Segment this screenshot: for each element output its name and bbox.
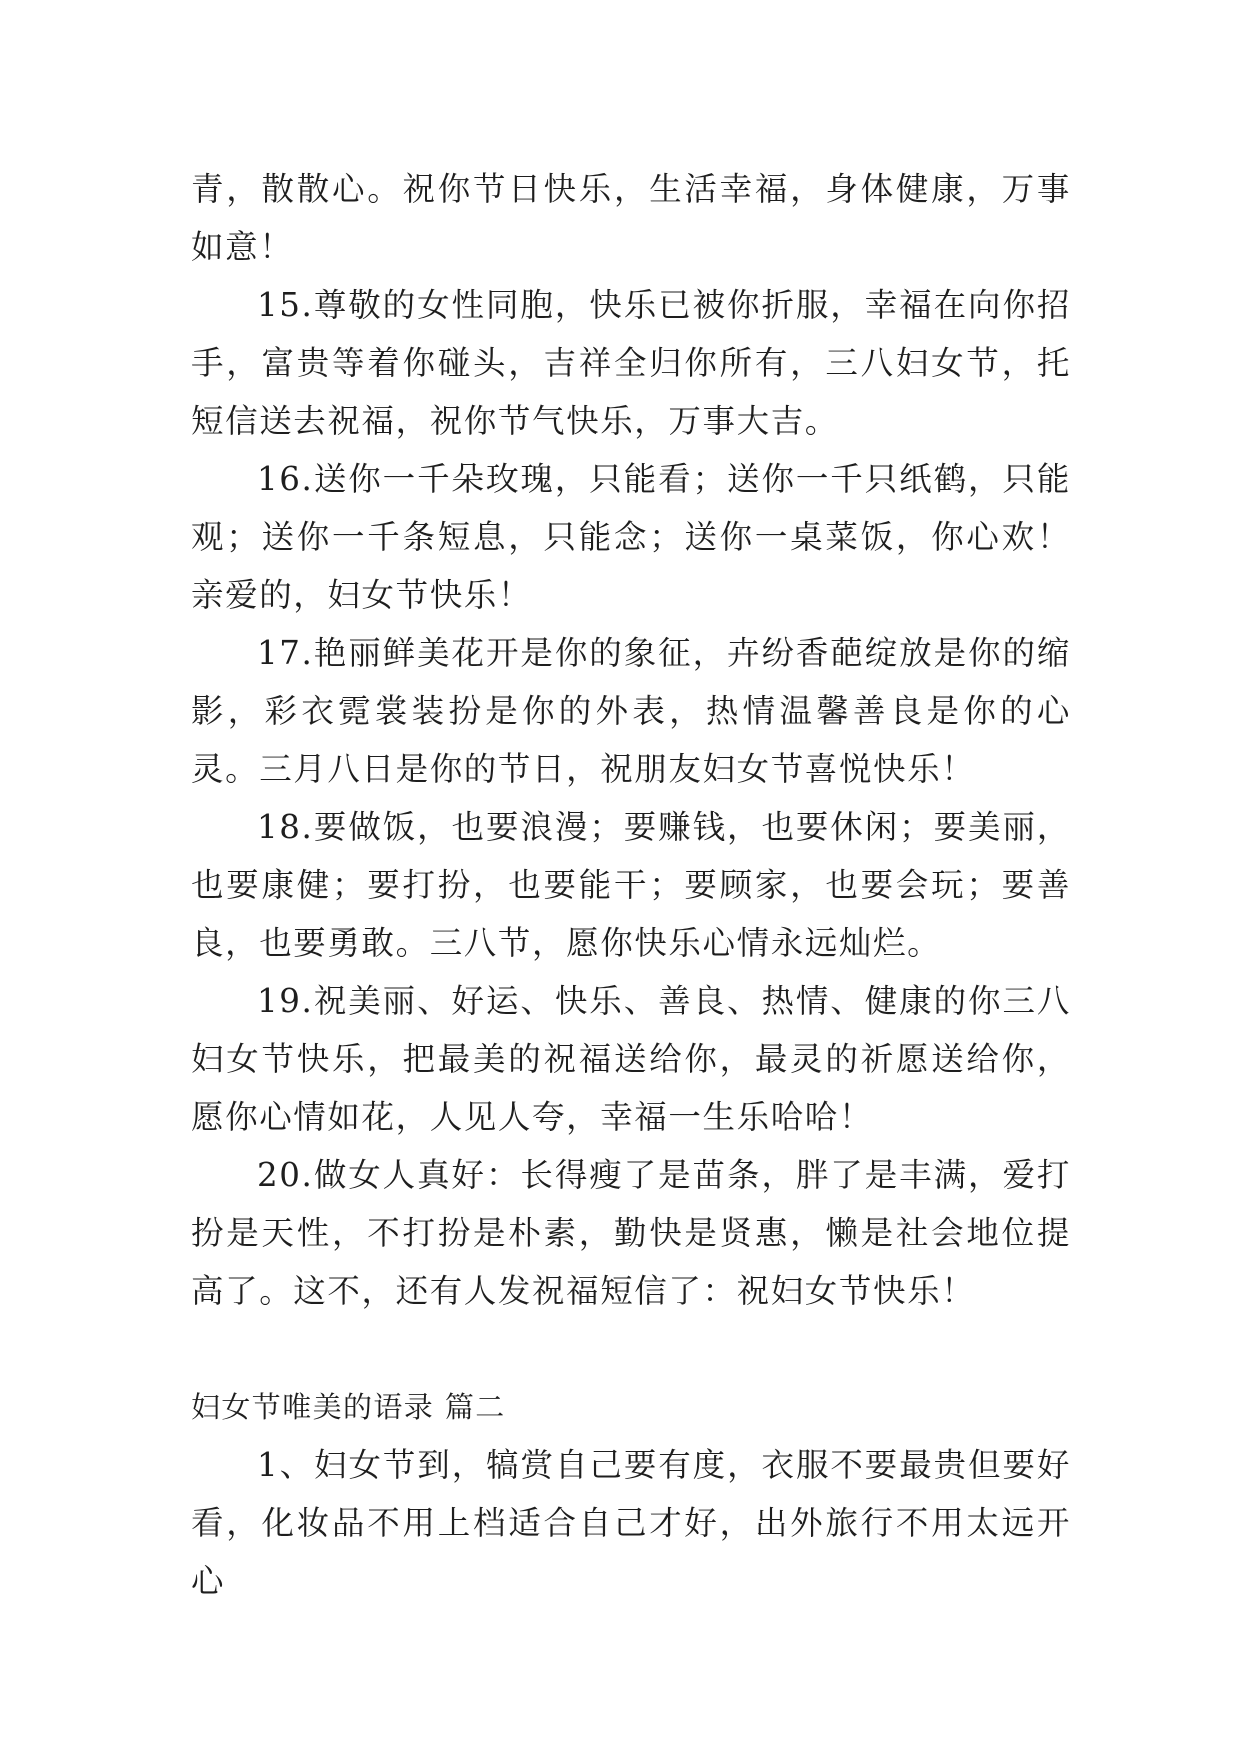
list-item-15: 15.尊敬的女性同胞，快乐已被你折服，幸福在向你招手，富贵等着你碰头，吉祥全归你所有，三八妇女节，托短信送去祝福，祝你节气快乐，万事大吉。 bbox=[191, 286, 1071, 440]
document-body bbox=[191, 160, 1071, 1610]
continued-paragraph: 青，散散心。祝你节日快乐，生活幸福，身体健康，万事如意！ bbox=[191, 170, 1071, 266]
section-heading: 妇女节唯美的语录 篇二 bbox=[191, 1390, 506, 1424]
list-item-19: 19.祝美丽、好运、快乐、善良、热情、健康的你三八妇女节快乐，把最美的祝福送给你，最灵的祈愿送给你，愿你心情如花，人见人夸，幸福一生乐哈哈！ bbox=[191, 982, 1071, 1136]
list-item-20: 20.做女人真好：长得瘦了是苗条，胖了是丰满，爱打扮是天性，不打扮是朴素，勤快是贤惠，懒是社会地位提高了。这不，还有人发祝福短信了：祝妇女节快乐！ bbox=[191, 1156, 1071, 1310]
list-item-17: 17.艳丽鲜美花开是你的象征，卉纷香葩绽放是你的缩影，彩衣霓裳装扮是你的外表，热情温馨善良是你的心灵。三月八日是你的节日，祝朋友妇女节喜悦快乐！ bbox=[191, 634, 1071, 788]
list-item-18: 18.要做饭，也要浪漫；要赚钱，也要休闲；要美丽，也要康健；要打扮，也要能干；要顾家，也要会玩；要善良，也要勇敢。三八节，愿你快乐心情永远灿烂。 bbox=[191, 808, 1071, 962]
list-item-16: 16.送你一千朵玫瑰，只能看；送你一千只纸鹤，只能观；送你一千条短息，只能念；送你一桌菜饭，你心欢！亲爱的，妇女节快乐！ bbox=[191, 460, 1071, 614]
section-list-item-1: 1、妇女节到，犒赏自己要有度，衣服不要最贵但要好看，化妆品不用上档适合自己才好，出外旅行不用太远开心 bbox=[191, 1446, 1071, 1600]
